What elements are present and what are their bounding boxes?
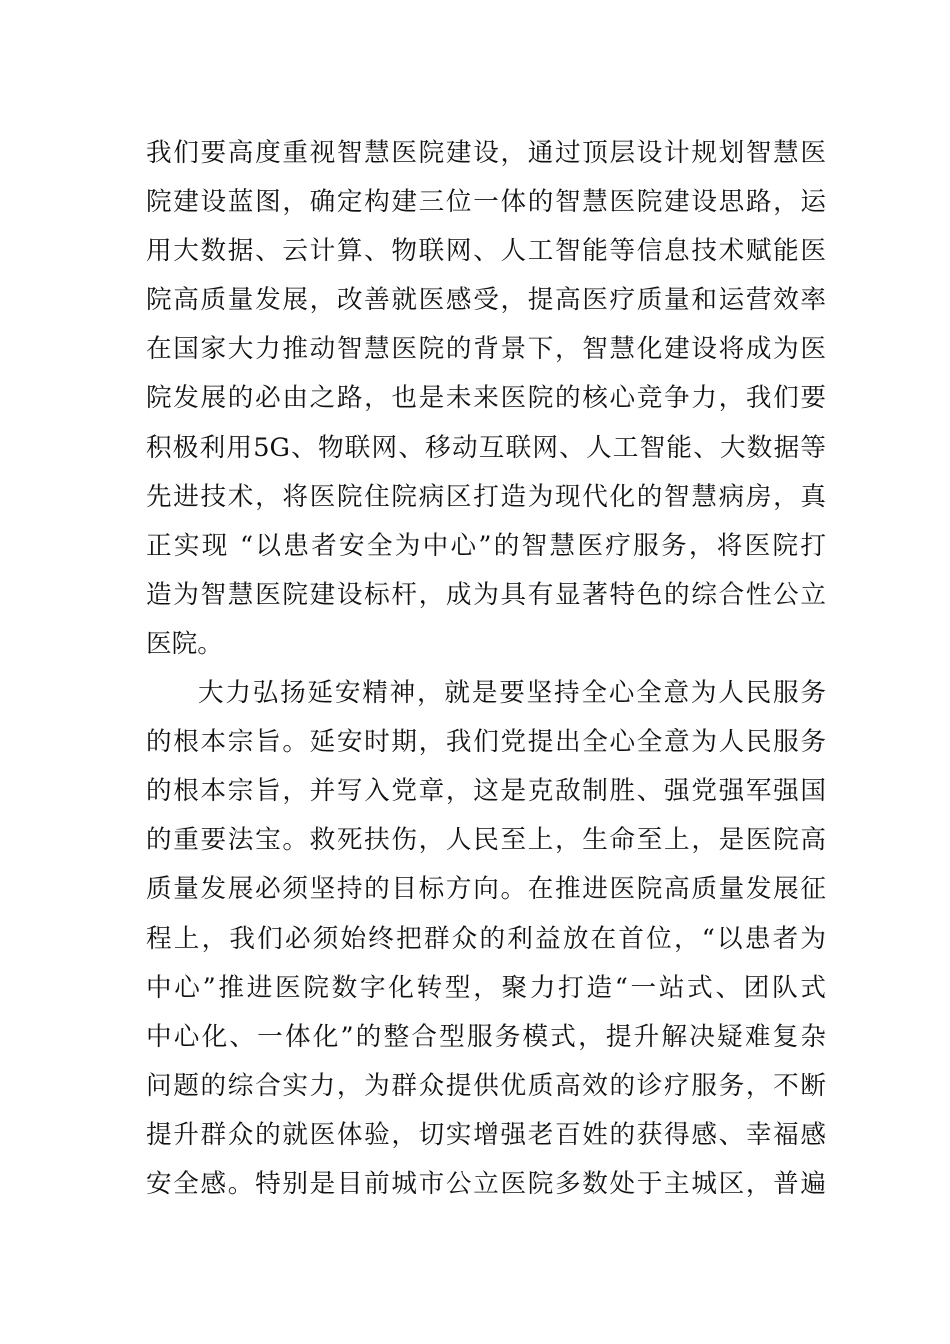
text-line: 的根本宗旨。延安时期，我们党提出全心全意为人民服务 — [146, 727, 826, 758]
text-line: 中心化、一体化”的整合型服务模式，提升解决疑难复杂 — [146, 1021, 826, 1052]
text-line: 医院。 — [146, 628, 223, 659]
text-line: 在国家大力推动智慧医院的背景下，智慧化建设将成为医 — [146, 334, 826, 365]
text-line: 提升群众的就医体验，切实增强老百姓的获得感、幸福感 — [146, 1119, 826, 1150]
text-line: 问题的综合实力，为群众提供优质高效的诊疗服务，不断 — [146, 1070, 826, 1101]
paragraph-smart-hospital — [146, 129, 826, 669]
paragraph-yanan-spirit — [146, 669, 826, 1209]
text-line: 院建设蓝图，确定构建三位一体的智慧医院建设思路，运 — [146, 187, 826, 218]
text-line: 的重要法宝。救死扶伤，人民至上，生命至上，是医院高 — [146, 825, 826, 856]
text-line: 程上，我们必须始终把群众的利益放在首位，“以患者为 — [146, 923, 826, 954]
text-line: 我们要高度重视智慧医院建设，通过顶层设计规划智慧医 — [146, 138, 826, 168]
text-line: 安全感。特别是目前城市公立医院多数处于主城区，普遍 — [146, 1168, 826, 1199]
text-line: 造为智慧医院建设标杆，成为具有显著特色的综合性公立 — [146, 579, 826, 610]
document-body — [146, 129, 826, 1209]
text-line: 积极利用5G、物联网、移动互联网、人工智能、大数据等 — [146, 432, 826, 463]
text-line: 院高质量发展，改善就医感受，提高医疗质量和运营效率 — [146, 285, 826, 316]
text-line: 先进技术，将医院住院病区打造为现代化的智慧病房，真 — [146, 481, 826, 512]
text-line: 正实现 “以患者安全为中心”的智慧医疗服务，将医院打 — [146, 530, 826, 561]
text-line: 质量发展必须坚持的目标方向。在推进医院高质量发展征 — [146, 874, 826, 905]
text-line: 院发展的必由之路，也是未来医院的核心竞争力，我们要 — [146, 383, 826, 414]
text-line: 用大数据、云计算、物联网、人工智能等信息技术赋能医 — [146, 236, 826, 267]
text-line: 大力弘扬延安精神，就是要坚持全心全意为人民服务 — [198, 678, 826, 709]
text-line: 的根本宗旨，并写入党章，这是克敌制胜、强党强军强国 — [146, 776, 826, 807]
text-line: 中心”推进医院数字化转型，聚力打造“一站式、团队式 — [146, 972, 826, 1003]
